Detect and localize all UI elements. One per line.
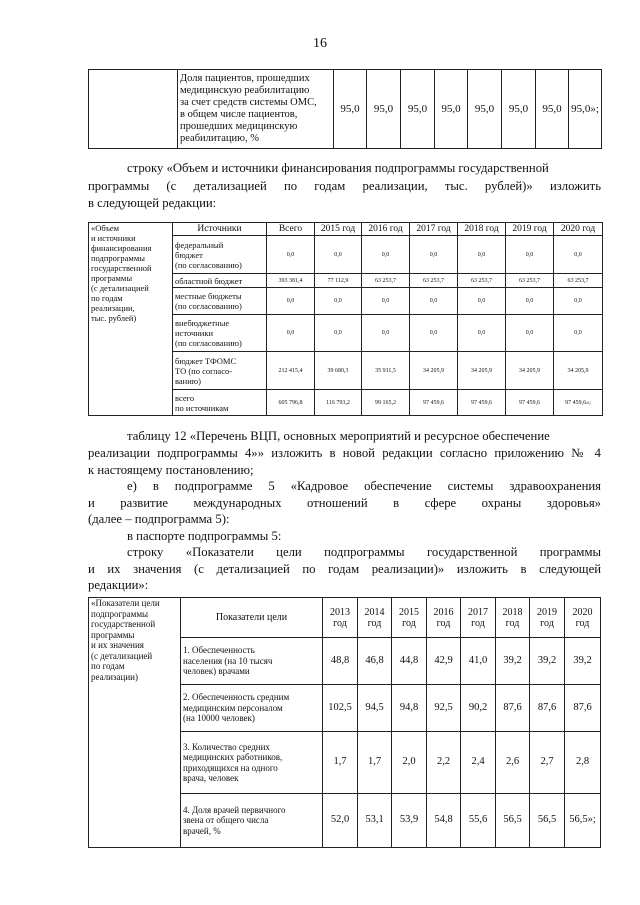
financing-label: «Объем и источники финансирования подпрограммы государственной программы (с детализацией по годам реализации, тыс. рублей) xyxy=(89,223,173,416)
value-cell: 63 253,7 xyxy=(554,274,603,288)
value-cell: 53,1 xyxy=(358,794,392,848)
value-cell: 34 205,9 xyxy=(554,352,603,390)
value-cell: 0,0 xyxy=(458,288,506,315)
value-cell: 0,0 xyxy=(506,315,554,352)
value-cell: 52,0 xyxy=(323,794,358,848)
paragraph-line: таблицу 12 «Перечень ВЦП, основных мероприятий и ресурсное обеспечение xyxy=(127,429,550,443)
column-header: 2018 год xyxy=(458,223,506,236)
year-header: 2016 год xyxy=(427,598,461,638)
paragraph-line: реализации подпрограммы 4»» изложить в новой редакции согласно приложению № 4 xyxy=(88,446,601,460)
source-cell: внебюджетные источники (по согласованию) xyxy=(173,315,267,352)
value-cell: 2,8 xyxy=(565,732,601,794)
value-cell: 95,0 xyxy=(367,70,401,149)
financing-table xyxy=(88,222,603,416)
value-cell: 34 205,9 xyxy=(410,352,458,390)
table-header-row xyxy=(89,598,601,638)
value-cell: 41,0 xyxy=(461,638,496,685)
value-cell: 39,2 xyxy=(530,638,565,685)
source-cell: бюджет ТФОМС ТО (по согласо- ванию) xyxy=(173,352,267,390)
column-header: 2020 год xyxy=(554,223,603,236)
value-cell: 97 459,6 xyxy=(410,390,458,416)
value-cell: 1,7 xyxy=(358,732,392,794)
value-cell: 54,8 xyxy=(427,794,461,848)
paragraph-line: строку «Объем и источники финансирования подпрограммы государственной xyxy=(127,161,549,175)
indicator-cell: 2. Обеспеченность средним медицинским персоналом (на 10000 человек) xyxy=(181,685,323,732)
value-cell: 0,0 xyxy=(506,236,554,274)
source-cell: федеральный бюджет (по согласованию) xyxy=(173,236,267,274)
rehabilitation-table xyxy=(88,69,602,149)
value-cell: 97 459,6»; xyxy=(554,390,603,416)
value-cell: 95,0 xyxy=(435,70,468,149)
indicator-label: Доля пациентов, прошедших медицинскую реабилитацию за счет средств системы ОМС, в общем числе пациентов, прошедших медицинскую реабилитацию, % xyxy=(178,70,334,149)
value-cell: 94,8 xyxy=(392,685,427,732)
value-cell: 2,7 xyxy=(530,732,565,794)
value-cell: 1,7 xyxy=(323,732,358,794)
value-cell: 56,5»; xyxy=(565,794,601,848)
value-cell: 0,0 xyxy=(410,315,458,352)
value-cell: 34 205,9 xyxy=(458,352,506,390)
value-cell: 56,5 xyxy=(530,794,565,848)
table-row xyxy=(89,70,602,149)
paragraph-line: и их значения (с детализацией по годам реализации)» изложить в следующей xyxy=(88,562,601,576)
column-header: 2017 год xyxy=(410,223,458,236)
paragraph-line: в следующей редакции: xyxy=(88,196,217,210)
value-cell: 212 415,4 xyxy=(267,352,315,390)
table-header-row xyxy=(89,223,603,236)
indicator-cell: 3. Количество средних медицинских работников, приходящихся на одного врача, человек xyxy=(181,732,323,794)
value-cell: 87,6 xyxy=(496,685,530,732)
paragraph-line: строку «Показатели цели подпрограммы государственной программы xyxy=(127,545,601,559)
value-cell: 48,8 xyxy=(323,638,358,685)
value-cell: 63 253,7 xyxy=(362,274,410,288)
indicators-label: «Показатели цели подпрограммы государственной программы и их значения (с детализацией по годам реализации) xyxy=(89,598,181,848)
value-cell: 55,6 xyxy=(461,794,496,848)
empty-cell xyxy=(89,70,178,149)
value-cell: 0,0 xyxy=(315,288,362,315)
value-cell: 605 796,8 xyxy=(267,390,315,416)
value-cell: 46,8 xyxy=(358,638,392,685)
paragraph-line: программы (с детализацией по годам реализации, тыс. рублей)» изложить xyxy=(88,179,601,193)
value-cell: 0,0 xyxy=(458,315,506,352)
value-cell: 92,5 xyxy=(427,685,461,732)
value-cell: 53,9 xyxy=(392,794,427,848)
source-cell: областной бюджет xyxy=(173,274,267,288)
value-cell: 0,0 xyxy=(267,288,315,315)
paragraph-line: (далее – подпрограмма 5): xyxy=(88,512,230,526)
value-cell: 0,0 xyxy=(458,236,506,274)
year-header: 2020 год xyxy=(565,598,601,638)
value-cell: 0,0 xyxy=(362,236,410,274)
value-cell: 39,2 xyxy=(496,638,530,685)
value-cell: 97 459,6 xyxy=(458,390,506,416)
paragraph-line: и развитие международных отношений в сфере охраны здоровья» xyxy=(88,496,601,510)
year-header: 2015 год xyxy=(392,598,427,638)
column-header: Всего xyxy=(267,223,315,236)
value-cell: 0,0 xyxy=(506,288,554,315)
column-header: Показатели цели xyxy=(181,598,323,638)
value-cell: 0,0 xyxy=(315,236,362,274)
value-cell: 90,2 xyxy=(461,685,496,732)
year-header: 2013 год xyxy=(323,598,358,638)
value-cell: 0,0 xyxy=(554,288,603,315)
value-cell: 2,4 xyxy=(461,732,496,794)
value-cell: 0,0 xyxy=(362,288,410,315)
column-header: 2016 год xyxy=(362,223,410,236)
value-cell: 116 793,2 xyxy=(315,390,362,416)
value-cell: 63 253,7 xyxy=(506,274,554,288)
paragraph-line: е) в подпрограмме 5 «Кадровое обеспечение системы здравоохранения xyxy=(127,479,601,493)
value-cell: 0,0 xyxy=(554,315,603,352)
value-cell: 95,0»; xyxy=(569,70,602,149)
value-cell: 56,5 xyxy=(496,794,530,848)
value-cell: 0,0 xyxy=(554,236,603,274)
value-cell: 95,0 xyxy=(401,70,435,149)
column-header: 2019 год xyxy=(506,223,554,236)
value-cell: 63 253,7 xyxy=(410,274,458,288)
value-cell: 2,2 xyxy=(427,732,461,794)
value-cell: 35 911,5 xyxy=(362,352,410,390)
value-cell: 39 680,3 xyxy=(315,352,362,390)
indicator-cell: 4. Доля врачей первичного звена от общего числа врачей, % xyxy=(181,794,323,848)
value-cell: 42,9 xyxy=(427,638,461,685)
page-number: 16 xyxy=(313,36,327,51)
value-cell: 0,0 xyxy=(410,236,458,274)
value-cell: 44,8 xyxy=(392,638,427,685)
value-cell: 95,0 xyxy=(468,70,502,149)
value-cell: 87,6 xyxy=(565,685,601,732)
value-cell: 63 253,7 xyxy=(458,274,506,288)
indicators-table xyxy=(88,597,601,848)
value-cell: 0,0 xyxy=(267,315,315,352)
value-cell: 97 459,6 xyxy=(506,390,554,416)
indicator-cell: 1. Обеспеченность населения (на 10 тысяч человек) врачами xyxy=(181,638,323,685)
value-cell: 0,0 xyxy=(315,315,362,352)
value-cell: 2,6 xyxy=(496,732,530,794)
value-cell: 99 165,2 xyxy=(362,390,410,416)
paragraph-line: редакции»: xyxy=(88,578,149,592)
year-header: 2017 год xyxy=(461,598,496,638)
value-cell: 95,0 xyxy=(502,70,536,149)
value-cell: 102,5 xyxy=(323,685,358,732)
year-header: 2019 год xyxy=(530,598,565,638)
paragraph-line: в паспорте подпрограммы 5: xyxy=(127,529,282,543)
value-cell: 393 381,4 xyxy=(267,274,315,288)
paragraph-line: к настоящему постановлению; xyxy=(88,463,254,477)
column-header: Источники xyxy=(173,223,267,236)
value-cell: 95,0 xyxy=(536,70,569,149)
value-cell: 0,0 xyxy=(267,236,315,274)
value-cell: 39,2 xyxy=(565,638,601,685)
source-cell: местные бюджеты (по согласованию) xyxy=(173,288,267,315)
value-cell: 95,0 xyxy=(334,70,367,149)
year-header: 2018 год xyxy=(496,598,530,638)
column-header: 2015 год xyxy=(315,223,362,236)
value-cell: 94,5 xyxy=(358,685,392,732)
value-cell: 87,6 xyxy=(530,685,565,732)
year-header: 2014 год xyxy=(358,598,392,638)
value-cell: 0,0 xyxy=(362,315,410,352)
value-cell: 34 205,9 xyxy=(506,352,554,390)
value-cell: 77 112,9 xyxy=(315,274,362,288)
source-cell: всего по источникам xyxy=(173,390,267,416)
value-cell: 0,0 xyxy=(410,288,458,315)
value-cell: 2,0 xyxy=(392,732,427,794)
